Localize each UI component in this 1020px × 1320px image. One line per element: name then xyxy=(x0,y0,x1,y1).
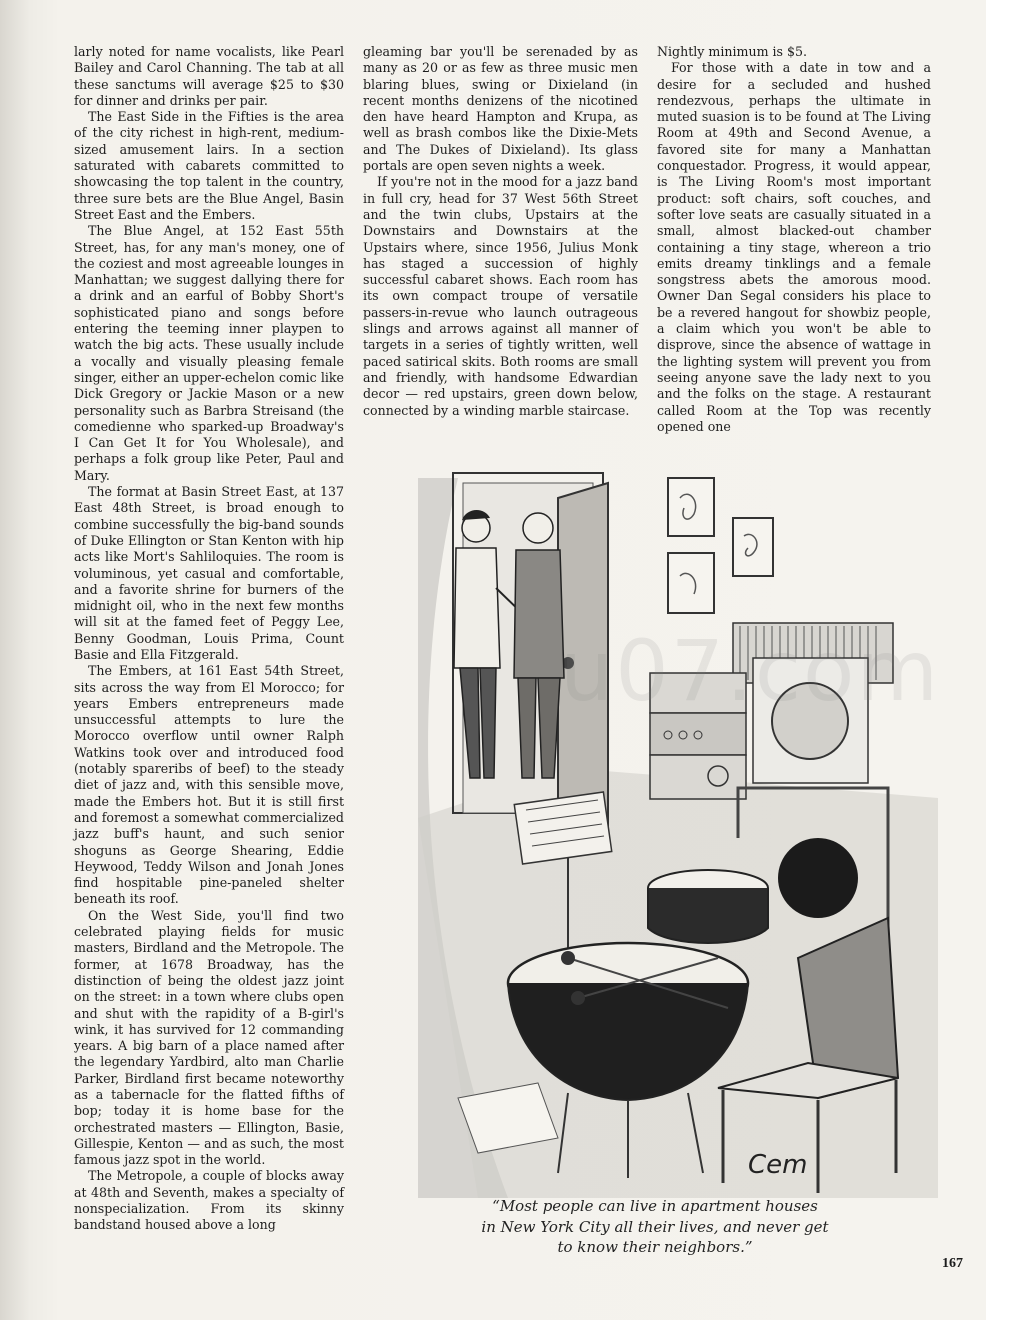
paragraph: The Blue Angel, at 152 East 55th Street, has, for any man's money, one of the coziest and most agreeable lounges in Manhattan; we suggest dallying there for a drink and an earful of Bobby Short's sophisticated piano and songs before entering the teeming inner playpen to watch the big acts. These usually include a vocally and visually pleasing female singer, either an upper-echelon comic like Dick Gregory or Jackie Mason or a new personality such as Barbra Streisand (the comedienne who sparked-up Broadway's I Can Get It for You Wholesale), and perhaps a folk group like Peter, Paul and Mary. xyxy=(74,223,344,483)
paragraph: gleaming bar you'll be serenaded by as many as 20 or as few as three music men blaring blues, swing or Dixieland (in recent months denizens of the nicotined den have heard Hampton and Krupa, as well as brash combos like the Dixie-Mets and The Dukes of Dixieland). Its glass portals are open seven nights a week. xyxy=(363,44,638,174)
text-column-3 xyxy=(657,44,931,435)
caption-line: in New York City all their lives, and never get xyxy=(481,1217,829,1236)
paragraph: larly noted for name vocalists, like Pearl Bailey and Carol Channing. The tab at all these sanctums will average $25 to $30 for dinner and drinks per pair. xyxy=(74,44,344,108)
paragraph: For those with a date in tow and a desire for a secluded and hushed rendezvous, perhaps the ultimate in muted suasion is to be found at The Living Room at 49th and Second Avenue, a favored site for many a Manhattan conquestador. Progress, it would appear, is The Living Room's most important product: soft chairs, soft couches, and softer love seats are casually situated in a small, almost blacked-out chamber containing a tiny stage, whereon a trio emits dreamy tinklings and a female songstress abets the amorous mood. Owner Dan Segal considers his place to be a revered hangout for showbiz people, a claim which you won't be able to disprove, since the absence of wattage in the lighting system will prevent you from seeing anyone save the lady next to you and the folks on the stage. A restaurant called Room at the Top was recently opened one xyxy=(657,60,931,434)
cartoon-caption xyxy=(420,1196,890,1258)
paragraph: The Metropole, a couple of blocks away at 48th and Seventh, makes a specialty of nonspecialization. From its skinny bandstand housed above a long xyxy=(74,1168,344,1233)
artist-signature: Cem xyxy=(748,1150,808,1180)
page-edge xyxy=(986,0,1020,1320)
watermark: u07.com xyxy=(560,622,941,720)
paragraph: If you're not in the mood for a jazz band in full cry, head for 37 West 56th Street and the twin clubs, Upstairs at the Downstairs and Downstairs at the Upstairs where, since 1956, Julius Monk has staged a succession of highly successful cabaret shows. Each room has its own compact troupe of versatile passers-in-revue who launch outrageous slings and arrows against all manner of targets in a series of tightly written, well paced satirical skits. Both rooms are small and friendly, with handsome Edwardian decor — red upstairs, green down below, connected by a winding marble staircase. xyxy=(363,174,638,418)
caption-line: “Most people can live in apartment houses xyxy=(492,1197,818,1215)
paragraph: The format at Basin Street East, at 137 East 48th Street, is broad enough to combine successfully the big-band sounds of Duke Ellington or Stan Kenton with hip acts like Mort's Sahliloquies. The room is voluminous, yet casual and comfortable, and a favorite shrine for burners of the midnight oil, who in the next few months will sit at the famed feet of Peggy Lee, Benny Goodman, Louis Prima, Count Basie and Ella Fitzgerald. xyxy=(74,484,344,662)
paragraph: The Embers, at 161 East 54th Street, sits across the way from El Morocco; for years Embers entrepreneurs made unsuccessful attempts to lure the Morocco overflow until owner Ralph Watkins took over and introduced food (notably spareribs of beef) to the steady diet of jazz and, with this sensible move, made the Embers hot. But it is still first and foremost a somewhat commercialized jazz buff's haunt, and such senior shoguns as George Shearing, Eddie Heywood, Teddy Wilson and Jonah Jones find hospitable pine-paneled shelter beneath its roof. xyxy=(74,663,344,907)
text-column-2 xyxy=(363,44,638,419)
caption-line: to know their neighbors.” xyxy=(557,1238,753,1256)
paragraph: The East Side in the Fifties is the area of the city richest in high-rent, medium-sized amusement lairs. In a section saturated with cabarets committed to showcasing the top talent in the country, three sure bets are the Blue Angel, Basin Street East and the Embers. xyxy=(74,109,344,222)
text-column-1 xyxy=(74,44,344,1234)
paragraph: On the West Side, you'll find two celebrated playing fields for music masters, Birdland and the Metropole. The former, at 1678 Broadway, has the distinction of being the oldest jazz joint on the street: in a town where clubs open and shut with the rapidity of a B-girl's wink, it has survived for 12 commanding years. A big barn of a place named after the legendary Yardbird, alto man Charlie Parker, Birdland first became noteworthy as a tabernacle for the flatted fifths of bop; today it is home base for the orchestrated masters — Ellington, Basie, Gillespie, Kenton — and as such, the most famous jazz spot in the world. xyxy=(74,907,344,1168)
paragraph: Nightly minimum is $5. xyxy=(657,44,808,59)
cartoon-illustration xyxy=(418,438,941,1198)
page-number: 167 xyxy=(942,1256,963,1271)
